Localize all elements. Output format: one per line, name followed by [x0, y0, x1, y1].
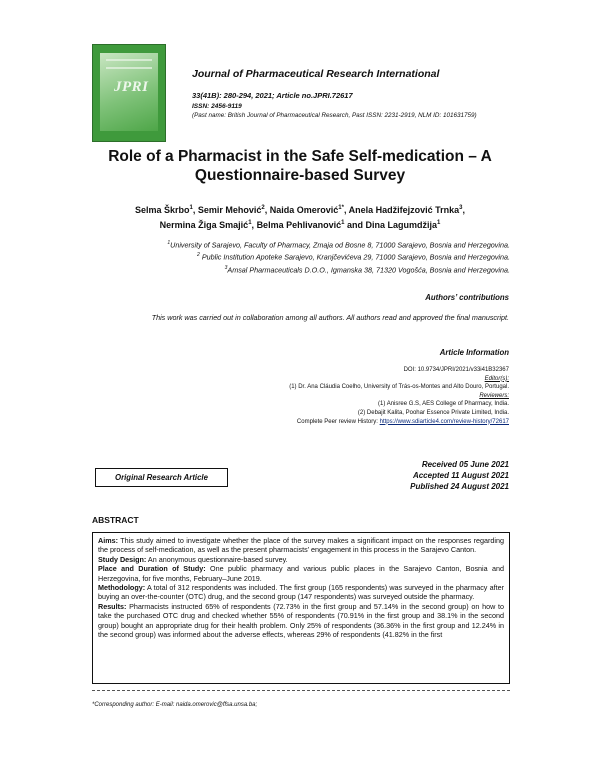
reviewer: (2) Debajit Kalita, Poohar Essence Private Limited, India.	[357, 409, 509, 416]
received-date: Received 05 June 2021	[421, 460, 509, 469]
section-label: Study Design:	[98, 554, 147, 564]
author-name: Dina Lagumdžija	[365, 220, 437, 230]
review-history	[180, 418, 509, 427]
journal-name: Journal of Pharmaceutical Research International	[192, 68, 440, 80]
author-affil: 1	[189, 205, 193, 211]
author-name: Belma Pehlivanović	[256, 220, 342, 230]
section-label: Methodology:	[98, 583, 146, 593]
title-line: Questionnaire-based Survey	[194, 167, 406, 184]
separator: ,	[462, 205, 466, 215]
affil-number: 2	[197, 252, 200, 259]
title-line: Role of a Pharmacist in the Safe Self-medication – A	[108, 148, 492, 165]
cover-artwork	[100, 53, 158, 131]
abstract-box	[92, 532, 510, 684]
section-text: One public pharmacy and various public places in the Sarajevo Canton, Bosnia and Herzegovina, for five months, February–June 2019.	[98, 564, 504, 583]
review-history-link[interactable]: https://www.sdiarticle4.com/review-history/72617	[379, 418, 509, 425]
author-affil: 1	[248, 220, 252, 226]
affil-text: University of Sarajevo, Faculty of Pharmacy, Zmaja od Bosne 8, 71000 Sarajevo, Bosnia and Herzegovina.	[170, 240, 510, 250]
contributions-text: This work was carried out in collaboration among all authors. All authors read and approved the final manuscript.	[151, 313, 509, 322]
section-text: A total of 312 respondents was included. The first group (165 respondents) was surveyed in the pharmacy after buying an over-the-counter (OTC) drug, and the second group (147 respondents) was surveyed outside the pharmacy.	[98, 583, 504, 602]
abstract-section	[98, 555, 504, 564]
article-info-heading: Article Information	[439, 348, 509, 357]
paper-title	[60, 147, 540, 185]
author-affil: 3	[459, 205, 463, 211]
published-date: Published 24 August 2021	[410, 482, 509, 491]
past-name-note: (Past name: British Journal of Pharmaceutical Research, Past ISSN: 2231-2919, NLM ID: 101631759)	[192, 112, 477, 119]
affil-text: Amsal Pharmaceuticals D.O.O., Igmanska 38, 71320 Vogošća, Bosnia and Herzegovina.	[227, 265, 510, 275]
author-affil: 1	[436, 220, 441, 226]
issn: ISSN: 2456-9119	[192, 103, 242, 110]
editor: (1) Dr. Ana Cláudia Coelho, University of Trás-os-Montes and Alto Douro, Portugal.	[289, 384, 509, 391]
article-type-box: Original Research Article	[95, 468, 228, 487]
affil-text: Public Institution Apoteke Sarajevo, Kranjčevićeva 29, 71000 Sarajevo, Bosnia and Herzegovina.	[201, 252, 510, 262]
author-affil: 1*	[338, 205, 344, 211]
abstract-section	[98, 564, 504, 583]
author-affil: 2	[261, 205, 265, 211]
section-text: Pharmacists instructed 65% of respondents (72.73% in the first group and 57.14% in the second group) on how to take the purchased OTC drug and checked whether 55% of respondents (70.91% in the first group and 38.1% in the second group) bought an appropriate drug for their health problem. Only 25% of respondents (36.36% in the first group and 12.24% in the second group) was informed about the adverse effects, whereas 29% of respondents (41.82% in the first	[98, 601, 504, 640]
separator: ,	[343, 205, 349, 215]
section-text: This study aimed to investigate whether the place of the survey makes a significant impact on the responses regarding the process of self-medication, as well as the present pharmacists’ engagement in this process in the Sarajevo Canton.	[98, 536, 504, 555]
corresponding-author-footnote: *Corresponding author: E-mail: naida.omerovic@ffsa.unsa.ba;	[92, 702, 258, 708]
separator: ,	[192, 205, 198, 215]
affiliations	[95, 238, 510, 275]
section-label: Results:	[98, 601, 127, 611]
doi: DOI: 10.9734/JPRI/2021/v33i41B32367	[403, 367, 509, 373]
section-label: Place and Duration of Study:	[98, 564, 206, 574]
section-text: An anonymous questionnaire-based survey.	[146, 554, 288, 564]
abstract-section	[98, 536, 504, 555]
affiliation	[95, 263, 510, 275]
affiliation	[95, 238, 510, 250]
publication-dates	[410, 459, 509, 492]
abstract-section	[98, 602, 504, 640]
accepted-date: Accepted 11 August 2021	[412, 471, 509, 480]
volume-info: 33(41B): 280-294, 2021; Article no.JPRI.72617	[192, 91, 353, 100]
editor-label: Editor(s):	[484, 375, 509, 382]
footnote-rule	[92, 690, 510, 691]
separator: ,	[264, 205, 270, 215]
affiliation	[95, 250, 510, 262]
author-name: Semir Mehović	[197, 205, 262, 215]
author-name: Nermina Žiga Smajić	[159, 220, 249, 230]
reviewers-label: Reviewers:	[479, 392, 509, 399]
author-name: Naida Omerović	[269, 205, 339, 215]
abstract-section	[98, 583, 504, 602]
section-label: Aims:	[98, 536, 118, 545]
reviewer: (1) Anisree G.S, AES College of Pharmacy, India.	[378, 401, 509, 408]
author-affil: 1	[341, 220, 345, 226]
abstract-heading: ABSTRACT	[92, 515, 139, 525]
affil-number: 1	[167, 240, 171, 246]
separator: and	[344, 220, 366, 230]
journal-cover-image	[92, 44, 166, 142]
cover-logo: JPRI	[114, 79, 149, 95]
contributions-heading: Authors’ contributions	[425, 293, 509, 302]
cover-title-stripes	[106, 59, 152, 69]
author-name: Anela Hadžifejzović Trnka	[348, 205, 460, 215]
affil-number: 3	[224, 264, 228, 271]
history-label: Complete Peer review History:	[296, 418, 380, 425]
separator: ,	[251, 220, 257, 230]
author-list	[80, 202, 520, 232]
author-name: Selma Škrbo	[134, 205, 190, 215]
article-info	[180, 366, 509, 426]
